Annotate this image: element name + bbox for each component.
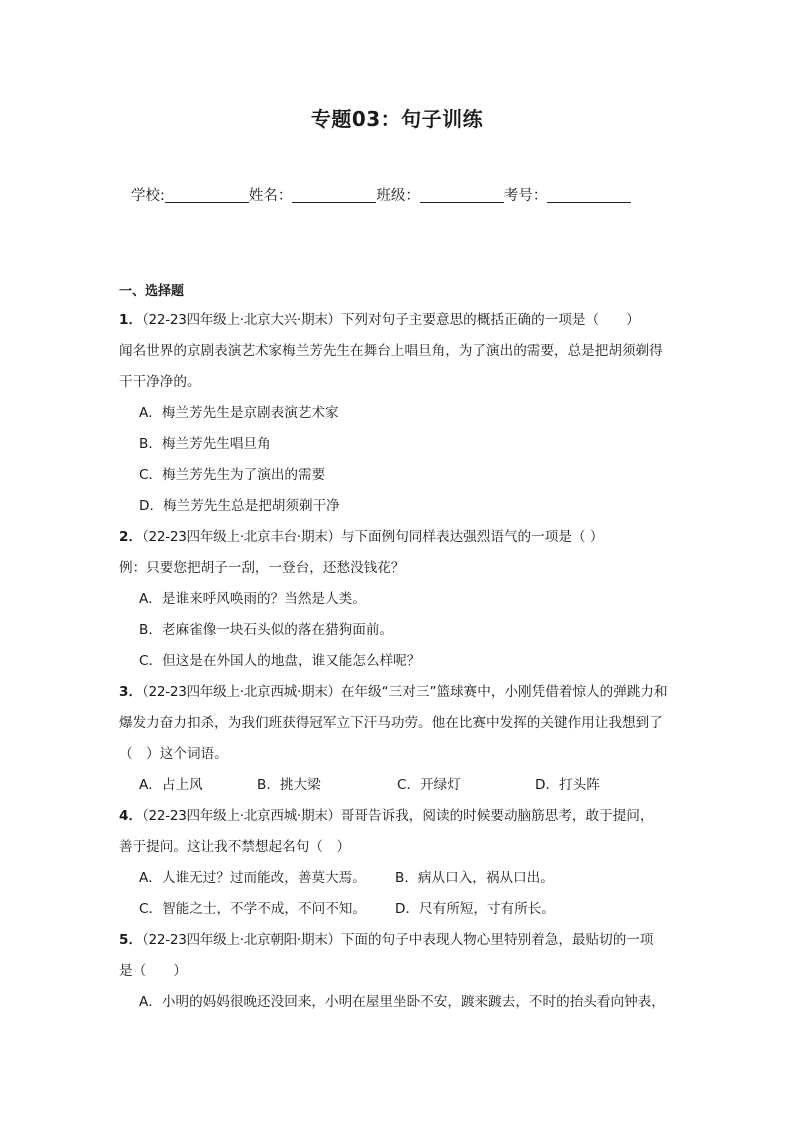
option-c: C．开绿灯 bbox=[397, 777, 461, 793]
option-a: A．小明的妈妈很晚还没回来，小明在屋里坐卧不安，踱来踱去，不时的抬头看向钟表， bbox=[139, 994, 665, 1010]
question-number: 1． bbox=[119, 312, 143, 328]
question-number: 3． bbox=[119, 684, 143, 700]
question-1 bbox=[119, 305, 689, 522]
question-text: 哥哥告诉我，阅读的时候要动脑筋思考，敢于提问， bbox=[340, 808, 654, 824]
question-content bbox=[119, 279, 689, 1018]
question-text: 与下面例句同样表达强烈语气的一项是（ ） bbox=[340, 529, 604, 545]
question-number: 2． bbox=[119, 529, 143, 545]
question-source: （22-23四年级上·北京大兴·期末） bbox=[142, 312, 341, 328]
option-a: A．占上风 bbox=[139, 777, 203, 793]
option-b: B．梅兰芳先生唱旦角 bbox=[139, 436, 271, 452]
question-text-line: 是（ ） bbox=[119, 963, 187, 979]
question-3 bbox=[119, 677, 689, 801]
question-2 bbox=[119, 522, 689, 677]
question-stem-line bbox=[119, 801, 689, 832]
option-a: A．梅兰芳先生是京剧表演艺术家 bbox=[139, 405, 339, 421]
name-blank bbox=[292, 186, 376, 203]
question-text-line: 善于提问。这让我不禁想起名句（ ） bbox=[119, 839, 351, 855]
options-row bbox=[119, 894, 689, 925]
question-text-line: 干干净净的。 bbox=[119, 374, 201, 390]
number-blank bbox=[547, 186, 631, 203]
question-text-line: （ ）这个词语。 bbox=[119, 746, 228, 762]
section-heading: 一、选择题 bbox=[119, 284, 185, 299]
question-text: 下面的句子中表现人物心里特别着急，最贴切的一项 bbox=[340, 932, 654, 948]
class-blank bbox=[420, 186, 504, 203]
options-row bbox=[119, 770, 689, 801]
name-label: 姓名： bbox=[248, 188, 293, 204]
question-number: 5． bbox=[119, 932, 143, 948]
question-5 bbox=[119, 925, 689, 1018]
question-text-line: 爆发力奋力扣杀，为我们班获得冠军立下汗马功劳。他在比赛中发挥的关键作用让我想到了 bbox=[119, 715, 663, 731]
question-number: 4． bbox=[119, 808, 143, 824]
question-source: （22-23四年级上·北京朝阳·期末） bbox=[142, 932, 341, 948]
option-a: A．人谁无过？过而能改，善莫大焉。 bbox=[139, 870, 366, 886]
number-label: 考号： bbox=[503, 188, 548, 204]
question-text: 下列对句子主要意思的概括正确的一项是（ ） bbox=[340, 312, 640, 328]
option-a: A．是谁来呼风唤雨的？当然是人类。 bbox=[139, 591, 366, 607]
option-b: B．病从口入，祸从口出。 bbox=[395, 870, 554, 886]
student-info-row bbox=[131, 184, 691, 205]
question-stem-line bbox=[119, 305, 689, 336]
question-stem-line bbox=[119, 522, 689, 553]
option-b: B．老麻雀像一块石头似的落在猎狗面前。 bbox=[139, 622, 394, 638]
page-title: 专题03：句子训练 bbox=[310, 107, 484, 131]
question-example-line: 例：只要您把胡子一刮，一登台，还愁没钱花？ bbox=[119, 560, 405, 576]
question-text: 在年级“三对三”篮球赛中，小刚凭借着惊人的弹跳力和 bbox=[340, 684, 668, 700]
option-c: C．梅兰芳先生为了演出的需要 bbox=[139, 467, 326, 483]
option-d: D．打头阵 bbox=[535, 777, 600, 793]
question-source: （22-23四年级上·北京西城·期末） bbox=[142, 808, 341, 824]
question-text-line: 闻名世界的京剧表演艺术家梅兰芳先生在舞台上唱旦角，为了演出的需要，总是把胡须剃得 bbox=[119, 343, 663, 359]
question-stem-line bbox=[119, 925, 689, 956]
option-d: D．梅兰芳先生总是把胡须剃干净 bbox=[139, 498, 340, 514]
question-4 bbox=[119, 801, 689, 925]
school-label: 学校: bbox=[131, 188, 165, 204]
question-source: （22-23四年级上·北京西城·期末） bbox=[142, 684, 341, 700]
options-row bbox=[119, 863, 689, 894]
option-b: B．挑大梁 bbox=[257, 777, 321, 793]
class-label: 班级： bbox=[376, 188, 420, 204]
option-c: C．智能之士，不学不成，不问不知。 bbox=[139, 901, 366, 917]
option-d: D．尺有所短，寸有所长。 bbox=[395, 901, 555, 917]
question-source: （22-23四年级上·北京丰台·期末） bbox=[142, 529, 341, 545]
school-blank bbox=[165, 186, 249, 203]
question-stem-line bbox=[119, 677, 689, 708]
option-c: C．但这是在外国人的地盘，谁又能怎么样呢？ bbox=[139, 653, 421, 669]
